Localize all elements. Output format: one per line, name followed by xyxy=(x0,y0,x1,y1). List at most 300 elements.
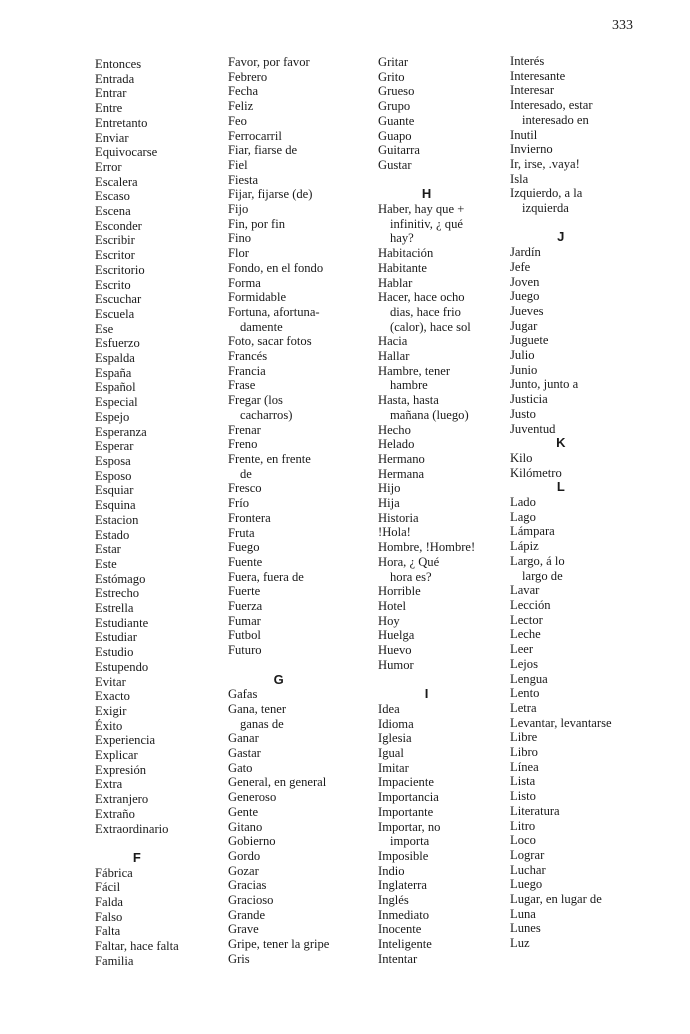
glossary-entry xyxy=(228,922,329,937)
glossary-entry xyxy=(510,745,612,760)
glossary-entry xyxy=(510,495,612,510)
entry-text: Futbol xyxy=(228,628,261,643)
glossary-entry xyxy=(228,937,329,952)
entry-continuation: infinitiv, ¿ qué xyxy=(390,216,463,231)
glossary-entry xyxy=(95,57,179,72)
entry-text: Fresco xyxy=(228,481,262,496)
entry-text: Hecho xyxy=(378,422,411,437)
glossary-entry xyxy=(95,160,179,175)
entry-text: Lámpara xyxy=(510,524,555,539)
entry-text: Lejos xyxy=(510,656,538,671)
glossary-entry xyxy=(228,423,329,438)
entry-text: Gente xyxy=(228,804,259,819)
entry-continuation: hay? xyxy=(390,231,414,246)
glossary-entry xyxy=(95,954,179,969)
entry-text: Escaso xyxy=(95,189,130,204)
entry-text: Francia xyxy=(228,363,266,378)
section-letter-heading: G xyxy=(273,671,284,687)
entry-text: Fuerza xyxy=(228,599,263,614)
entry-text: Fijar, fijarse (de) xyxy=(228,187,313,202)
entry-text: Grueso xyxy=(378,84,415,99)
entry-text: Feliz xyxy=(228,99,254,114)
glossary-entry xyxy=(95,601,179,616)
glossary-entry xyxy=(228,952,329,967)
glossary-entry xyxy=(378,467,475,482)
entry-continuation: largo de xyxy=(522,568,563,583)
entry-text: Listo xyxy=(510,789,536,804)
glossary-entry xyxy=(378,952,475,967)
entry-text: Fijo xyxy=(228,202,249,217)
entry-text: Fiel xyxy=(228,157,248,172)
entry-text: Estudiante xyxy=(95,615,149,630)
glossary-entry xyxy=(378,731,475,746)
glossary-entry xyxy=(510,774,612,789)
glossary-entry xyxy=(95,733,179,748)
glossary-entry xyxy=(95,630,179,645)
glossary-entry xyxy=(228,643,329,658)
entry-text: Justicia xyxy=(510,392,548,407)
glossary-entry xyxy=(95,439,179,454)
section-spacer xyxy=(378,673,475,688)
glossary-entry xyxy=(95,792,179,807)
entry-continuation: importa xyxy=(390,834,430,849)
entry-text: Español xyxy=(95,380,136,395)
page-number: 333 xyxy=(612,18,633,33)
entry-text: Hija xyxy=(378,496,400,511)
glossary-entry xyxy=(95,219,179,234)
entry-text: Futuro xyxy=(228,643,262,658)
glossary-entry xyxy=(378,349,475,364)
glossary-entry xyxy=(378,805,475,820)
entry-text: Estacion xyxy=(95,512,139,527)
glossary-entry xyxy=(95,204,179,219)
entry-text: Hacer, hace ocho xyxy=(378,290,465,305)
glossary-entry xyxy=(510,275,612,290)
entry-text: Grito xyxy=(378,69,405,84)
entry-text: Formidable xyxy=(228,290,287,305)
entry-text: Estómago xyxy=(95,571,146,586)
glossary-entry xyxy=(95,660,179,675)
entry-text: Hijo xyxy=(378,481,401,496)
entry-text: Inglés xyxy=(378,893,409,908)
section-spacer xyxy=(95,836,179,851)
glossary-entry xyxy=(95,498,179,513)
glossary-entry xyxy=(510,730,612,745)
entry-text: Exacto xyxy=(95,689,130,704)
glossary-entry xyxy=(95,895,179,910)
glossary-entry xyxy=(228,849,329,864)
glossary-entry xyxy=(95,483,179,498)
glossary-entry xyxy=(228,84,329,99)
glossary-entry xyxy=(95,880,179,895)
glossary-entry xyxy=(510,804,612,819)
glossary-entry xyxy=(95,469,179,484)
entry-text: Francés xyxy=(228,349,268,364)
glossary-entry xyxy=(510,892,612,907)
glossary-entry xyxy=(510,672,612,687)
glossary-entry xyxy=(378,511,475,526)
entry-text: Importancia xyxy=(378,790,439,805)
entry-continuation: mañana (luego) xyxy=(390,407,469,422)
glossary-entry xyxy=(378,790,475,805)
glossary-entry xyxy=(228,731,329,746)
glossary-entry xyxy=(510,627,612,642)
entry-text: Éxito xyxy=(95,718,123,733)
glossary-entry xyxy=(228,511,329,526)
glossary-entry xyxy=(228,55,329,70)
entry-text: Fiar, fiarse de xyxy=(228,143,298,158)
glossary-entry xyxy=(228,746,329,761)
entry-text: Lector xyxy=(510,612,543,627)
glossary-entry xyxy=(95,366,179,381)
entry-text: Importar, no xyxy=(378,819,441,834)
glossary-entry xyxy=(378,158,475,173)
entry-text: Falta xyxy=(95,924,121,939)
glossary-entry xyxy=(228,702,329,731)
section-letter-heading: J xyxy=(557,229,565,245)
entry-continuation: hambre xyxy=(390,378,428,393)
glossary-entry xyxy=(228,231,329,246)
glossary-entry xyxy=(95,131,179,146)
section-letter-heading: K xyxy=(556,435,566,451)
glossary-entry xyxy=(378,878,475,893)
glossary-entry xyxy=(95,351,179,366)
glossary-entry xyxy=(378,599,475,614)
glossary-entry xyxy=(378,614,475,629)
glossary-entry xyxy=(510,186,612,215)
entry-text: !Hola! xyxy=(378,525,411,540)
glossary-entry xyxy=(228,217,329,232)
entry-text: Luchar xyxy=(510,862,546,877)
entry-text: Hasta, hasta xyxy=(378,393,439,408)
section-spacer xyxy=(378,173,475,188)
entry-text: Frontera xyxy=(228,510,271,525)
entry-text: Espalda xyxy=(95,351,135,366)
entry-text: Extraordinario xyxy=(95,821,169,836)
entry-text: Imitar xyxy=(378,760,409,775)
entry-text: Libro xyxy=(510,745,538,760)
glossary-entry xyxy=(228,790,329,805)
entry-text: Frío xyxy=(228,496,249,511)
glossary-entry xyxy=(228,481,329,496)
entry-text: Junto, junto a xyxy=(510,377,579,392)
entry-text: Litro xyxy=(510,818,536,833)
glossary-entry xyxy=(228,452,329,481)
glossary-entry xyxy=(378,893,475,908)
glossary-entry xyxy=(95,189,179,204)
entry-text: Fiesta xyxy=(228,172,259,187)
entry-text: Gastar xyxy=(228,746,261,761)
entry-text: Ferrocarril xyxy=(228,128,282,143)
entry-text: Entretanto xyxy=(95,115,148,130)
entry-text: Lengua xyxy=(510,671,548,686)
entry-text: Escrito xyxy=(95,277,131,292)
glossary-entry xyxy=(228,614,329,629)
glossary-entry xyxy=(95,395,179,410)
glossary-entry xyxy=(510,819,612,834)
glossary-entry xyxy=(510,657,612,672)
entry-text: Fino xyxy=(228,231,252,246)
glossary-entry xyxy=(95,616,179,631)
entry-continuation: izquierda xyxy=(522,201,569,216)
entry-text: Humor xyxy=(378,657,414,672)
entry-text: Estar xyxy=(95,542,121,557)
entry-text: Libre xyxy=(510,730,538,745)
entry-text: Falso xyxy=(95,909,123,924)
entry-text: Entrar xyxy=(95,86,127,101)
glossary-entry xyxy=(228,129,329,144)
glossary-entry xyxy=(378,775,475,790)
entry-text: Justo xyxy=(510,406,536,421)
entry-text: Frenar xyxy=(228,422,261,437)
glossary-entry xyxy=(95,175,179,190)
entry-text: Hora, ¿ Qué xyxy=(378,554,440,569)
glossary-entry xyxy=(95,263,179,278)
entry-text: Escritorio xyxy=(95,262,145,277)
entry-continuation: hora es? xyxy=(390,569,432,584)
glossary-entry xyxy=(378,820,475,849)
glossary-entry xyxy=(510,583,612,598)
entry-text: Fuera, fuera de xyxy=(228,569,304,584)
glossary-entry xyxy=(510,510,612,525)
glossary-entry xyxy=(228,908,329,923)
entry-text: Literatura xyxy=(510,803,560,818)
entry-text: Grave xyxy=(228,922,259,937)
glossary-entry xyxy=(228,364,329,379)
entry-text: Ese xyxy=(95,321,114,336)
entry-text: Escuela xyxy=(95,306,135,321)
glossary-entry xyxy=(95,704,179,719)
glossary-entry xyxy=(95,278,179,293)
glossary-entry xyxy=(95,322,179,337)
glossary-entry xyxy=(228,834,329,849)
glossary-entry xyxy=(510,936,612,951)
entry-text: Gato xyxy=(228,760,253,775)
entry-text: Especial xyxy=(95,395,138,410)
entry-text: Generoso xyxy=(228,790,277,805)
entry-text: Extranjero xyxy=(95,792,149,807)
entry-text: Gripe, tener la gripe xyxy=(228,937,330,952)
glossary-entry xyxy=(228,261,329,276)
entry-text: Interesado, estar xyxy=(510,98,593,113)
glossary-column-3 xyxy=(378,55,475,967)
entry-text: Entre xyxy=(95,101,123,116)
glossary-entry xyxy=(228,878,329,893)
glossary-entry xyxy=(228,393,329,422)
entry-text: Intentar xyxy=(378,951,418,966)
entry-text: Fin, por fin xyxy=(228,216,286,231)
glossary-entry xyxy=(95,72,179,87)
glossary-entry xyxy=(378,761,475,776)
glossary-entry xyxy=(95,101,179,116)
entry-text: Lento xyxy=(510,686,540,701)
entry-text: Gozar xyxy=(228,863,259,878)
glossary-entry xyxy=(228,584,329,599)
entry-text: Gordo xyxy=(228,848,261,863)
glossary-entry xyxy=(378,231,475,246)
glossary-entry xyxy=(228,687,329,702)
entry-text: Estudiar xyxy=(95,630,137,645)
glossary-entry xyxy=(378,202,475,231)
glossary-entry xyxy=(95,528,179,543)
glossary-entry xyxy=(378,628,475,643)
entry-text: Gobierno xyxy=(228,834,276,849)
glossary-entry xyxy=(95,910,179,925)
glossary-entry xyxy=(228,173,329,188)
glossary-entry xyxy=(228,820,329,835)
glossary-entry xyxy=(95,748,179,763)
glossary-entry xyxy=(510,877,612,892)
section-spacer xyxy=(228,658,329,673)
glossary-entry xyxy=(95,557,179,572)
glossary-entry xyxy=(510,701,612,716)
entry-text: Loco xyxy=(510,833,536,848)
entry-text: Hermana xyxy=(378,466,425,481)
entry-text: Lavar xyxy=(510,583,540,598)
entry-text: Igual xyxy=(378,746,404,761)
entry-text: Foto, sacar fotos xyxy=(228,334,312,349)
entry-text: Esposa xyxy=(95,453,131,468)
entry-text: Esquina xyxy=(95,498,136,513)
glossary-entry xyxy=(228,864,329,879)
glossary-entry xyxy=(510,539,612,554)
glossary-entry xyxy=(95,425,179,440)
entry-text: Inocente xyxy=(378,922,422,937)
glossary-entry xyxy=(228,99,329,114)
entry-text: Fuerte xyxy=(228,584,261,599)
glossary-entry xyxy=(510,333,612,348)
glossary-entry xyxy=(510,54,612,69)
glossary-entry xyxy=(510,260,612,275)
entry-text: Falda xyxy=(95,895,123,910)
glossary-entry xyxy=(95,572,179,587)
section-letter-heading: H xyxy=(421,186,432,202)
glossary-entry xyxy=(95,336,179,351)
glossary-entry xyxy=(510,833,612,848)
entry-text: Escritor xyxy=(95,248,135,263)
section-letter-heading: I xyxy=(424,686,429,702)
glossary-entry xyxy=(95,307,179,322)
entry-text: Equivocarse xyxy=(95,145,158,160)
glossary-entry xyxy=(228,187,329,202)
glossary-entry xyxy=(378,84,475,99)
entry-text: Lugar, en lugar de xyxy=(510,892,602,907)
entry-text: Lista xyxy=(510,774,536,789)
entry-text: Estupendo xyxy=(95,659,149,674)
glossary-entry xyxy=(228,496,329,511)
glossary-entry xyxy=(228,276,329,291)
glossary-entry xyxy=(228,437,329,452)
glossary-entry xyxy=(510,245,612,260)
glossary-entry xyxy=(510,363,612,378)
entry-text: Hacia xyxy=(378,334,408,349)
glossary-entry xyxy=(510,69,612,84)
entry-text: Inteligente xyxy=(378,937,432,952)
glossary-entry xyxy=(228,143,329,158)
entry-text: Luego xyxy=(510,877,543,892)
entry-text: General, en general xyxy=(228,775,327,790)
glossary-entry xyxy=(378,437,475,452)
glossary-entry xyxy=(510,377,612,392)
entry-text: Escalera xyxy=(95,174,138,189)
glossary-column-1 xyxy=(95,57,179,969)
entry-text: Gritar xyxy=(378,55,409,69)
glossary-entry xyxy=(95,939,179,954)
glossary-entry xyxy=(510,848,612,863)
glossary-entry xyxy=(228,202,329,217)
glossary-entry xyxy=(228,290,329,305)
glossary-entry xyxy=(378,261,475,276)
entry-continuation: (calor), hace sol xyxy=(390,319,471,334)
entry-text: Extra xyxy=(95,777,123,792)
entry-text: Fácil xyxy=(95,880,121,895)
entry-text: Habitante xyxy=(378,260,427,275)
entry-text: Fuego xyxy=(228,540,260,555)
entry-text: Fregar (los xyxy=(228,393,283,408)
glossary-entry xyxy=(510,613,612,628)
glossary-entry xyxy=(95,807,179,822)
entry-text: Lunes xyxy=(510,921,541,936)
entry-text: Forma xyxy=(228,275,261,290)
entry-text: Huelga xyxy=(378,628,415,643)
glossary-entry xyxy=(95,145,179,160)
entry-text: Espejo xyxy=(95,409,130,424)
glossary-entry xyxy=(510,642,612,657)
entry-text: Gana, tener xyxy=(228,701,287,716)
entry-text: Inmediato xyxy=(378,907,430,922)
glossary-entry xyxy=(95,248,179,263)
glossary-entry xyxy=(378,290,475,319)
glossary-entry xyxy=(378,481,475,496)
section-spacer xyxy=(510,216,612,231)
glossary-entry xyxy=(95,586,179,601)
entry-text: Guapo xyxy=(378,128,412,143)
entry-text: Lección xyxy=(510,598,551,612)
glossary-entry xyxy=(510,716,612,731)
glossary-entry xyxy=(228,305,329,334)
entry-text: Este xyxy=(95,556,117,571)
entry-text: Estrecho xyxy=(95,586,140,601)
glossary-entry xyxy=(228,349,329,364)
glossary-entry xyxy=(95,513,179,528)
glossary-entry xyxy=(228,114,329,129)
entry-text: Hermano xyxy=(378,451,425,466)
glossary-entry xyxy=(510,172,612,187)
entry-text: Idea xyxy=(378,701,400,716)
entry-text: Fuente xyxy=(228,554,263,569)
glossary-entry xyxy=(378,143,475,158)
glossary-entry xyxy=(95,116,179,131)
entry-text: Feo xyxy=(228,113,247,128)
glossary-entry xyxy=(378,320,475,335)
glossary-entry xyxy=(95,822,179,837)
entry-text: Hombre, !Hombre! xyxy=(378,540,476,555)
entry-text: Lápiz xyxy=(510,539,539,554)
glossary-entry xyxy=(95,719,179,734)
glossary-entry xyxy=(510,863,612,878)
entry-text: Fumar xyxy=(228,613,261,628)
entry-continuation: dias, hace frio xyxy=(390,304,461,319)
glossary-column-2 xyxy=(228,55,329,967)
glossary-entry xyxy=(510,789,612,804)
glossary-entry xyxy=(95,777,179,792)
glossary-entry xyxy=(378,99,475,114)
glossary-entry xyxy=(378,746,475,761)
glossary-entry xyxy=(510,128,612,143)
glossary-entry xyxy=(228,775,329,790)
entry-text: Imposible xyxy=(378,848,429,863)
glossary-entry xyxy=(510,304,612,319)
